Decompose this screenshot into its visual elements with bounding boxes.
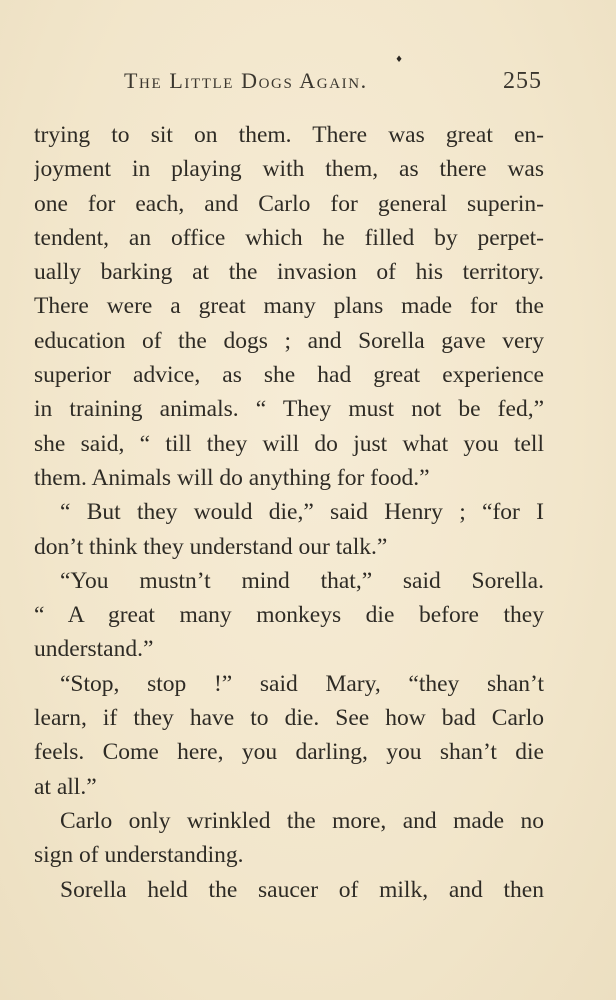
text-line: “ But they would die,” said Henry ; “for I — [60, 499, 544, 526]
text-line: don’t think they understand our talk.” — [34, 533, 388, 560]
text-line: in training animals. “ They must not be fed,” — [34, 396, 544, 423]
text-line: superior advice, as she had great experience — [34, 362, 544, 389]
text-line: “Stop, stop !” said Mary, “they shan’t — [60, 670, 544, 697]
page-number: 255 — [503, 68, 542, 94]
text-line: one for each, and Carlo for general superin- — [34, 190, 544, 217]
text-line: at all.” — [34, 773, 97, 800]
ornament-mark: ♦ — [395, 55, 404, 65]
running-title: The Little Dogs Again. — [124, 68, 368, 93]
text-line: sign of understanding. — [34, 842, 244, 869]
text-line: “ A great many monkeys die before they — [34, 602, 544, 629]
text-line: trying to sit on them. There was great en- — [34, 122, 544, 148]
text-line: ually barking at the invasion of his territory. — [34, 259, 544, 286]
body-text — [34, 118, 544, 907]
text-line: learn, if they have to die. See how bad Carlo — [34, 705, 544, 732]
text-line: she said, “ till they will do just what you tell — [34, 430, 544, 457]
text-line: Sorella held the saucer of milk, and then — [60, 876, 544, 903]
text-line: There were a great many plans made for the — [34, 293, 544, 320]
text-line: joyment in playing with them, as there was — [34, 156, 544, 183]
text-line: them. Animals will do anything for food.” — [34, 464, 430, 491]
text-line: understand.” — [34, 636, 154, 663]
text-line: Carlo only wrinkled the more, and made no — [60, 807, 544, 834]
text-line: education of the dogs ; and Sorella gave very — [34, 327, 544, 354]
page-header — [0, 68, 616, 102]
text-line: “You mustn’t mind that,” said Sorella. — [60, 567, 544, 594]
text-line: feels. Come here, you darling, you shan’t die — [34, 739, 544, 766]
text-line: tendent, an office which he filled by perpet- — [34, 224, 544, 251]
